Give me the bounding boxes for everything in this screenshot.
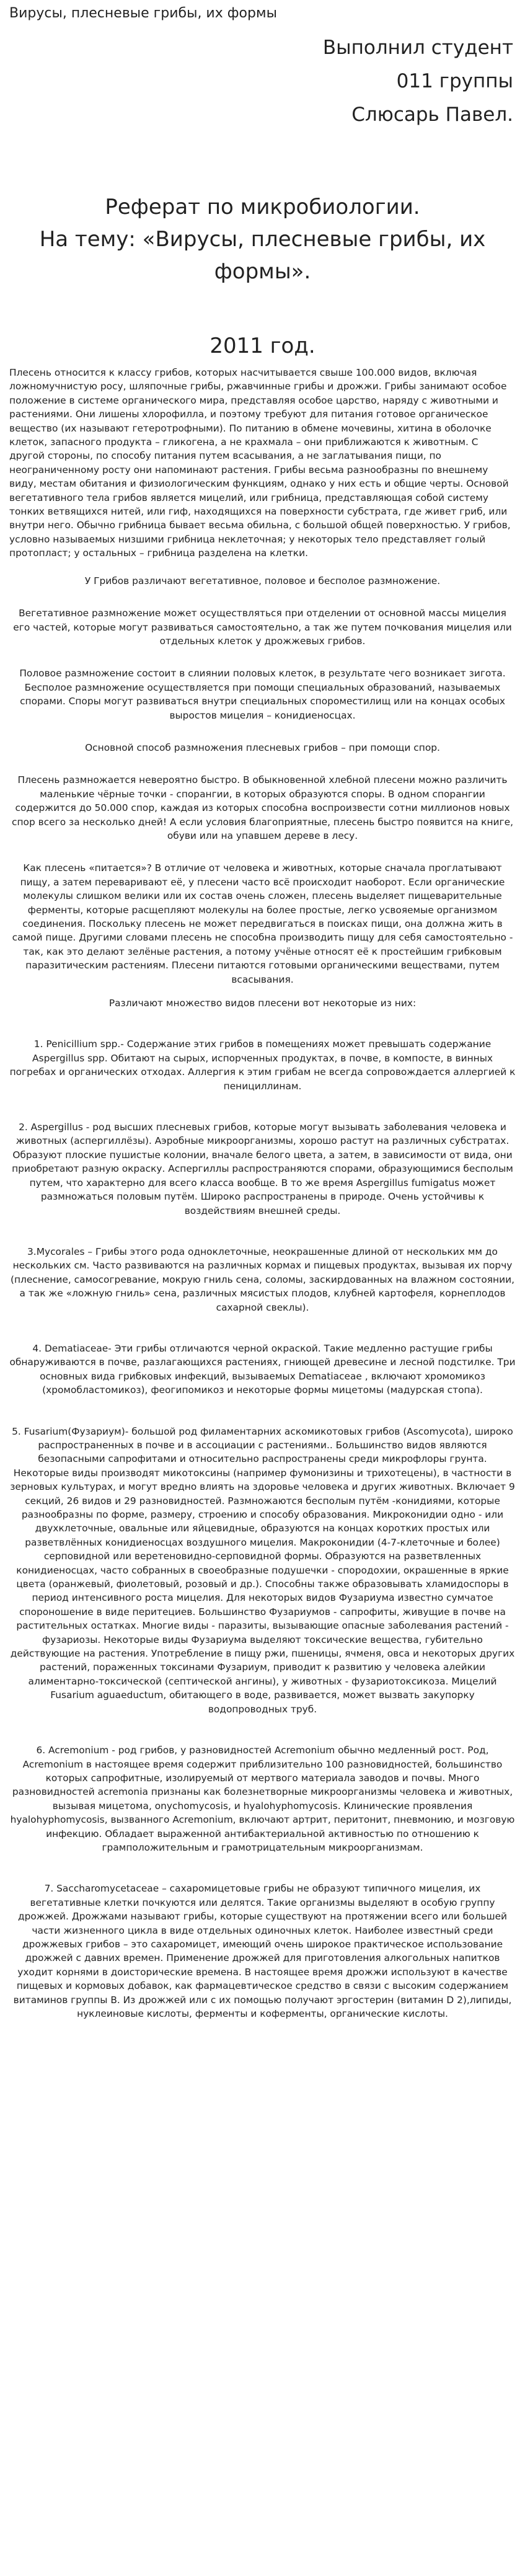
spacer — [9, 843, 516, 861]
paragraph-saccharomycetaceae: 7. Saccharomycetaceae – сахаромицетовые грибы не образуют типичного мицелия, их вегетативные клетки почкуются или делятся. Такие организмы выделяют в особую группу дрожжей. Дрожжами называют грибы, которые существуют на протяжении всего или большей части жизненного цикла в виде отдельных одиночных клеток. Наиболее известный среди дрожжевых грибов – это сахаромицет, имеющий очень широкое практическое использование дрожжей с давних времен. Применение дрожжей для приготовления алкогольных напитков уходит корнями в доисторические времена. В настоящее время дрожжи используют в качестве пищевых и кормовых добавок, как фармацевтическое средство в связи с высоким содержанием витаминов группы В. Из дрожжей или с их помощью получают эргостерин (витамин D 2),липиды, нуклеиновые кислоты, ферменты и коферменты, органические кислоты. — [13, 1883, 512, 2019]
spacer — [9, 1314, 516, 1342]
report-title: Реферат по микробиологии. — [105, 195, 420, 219]
author-line-student: Выполнил студент — [322, 37, 513, 59]
paragraph-fast-growth: Плесень размножается невероятно быстро. В обыкновенной хлебной плесени можно различить маленькие чёрные точки - спорангии, в которых образуются споры. В одном спорангии содержится до 50.000 спор, каждая из которых способна воспроизвести сотни миллионов новых спор всего за несколько дней! А если условия благоприятные, плесень быстро появится на книге, обуви или на упавшем дереве в лесу. — [12, 774, 513, 841]
paragraph-intro: Плесень относится к классу грибов, которых насчитывается свыше 100.000 видов, включая ложномучнистую росу, шляпочные грибы, ржавчинные грибы и дрожжи. Грибы занимают особое положение в системе органического мира, представляя особое царство, наряду с животными и растениями. Они лишены хлорофилла, и поэтому требуют для питания готовое органическое вещество (их называют гетеротрофными). По питанию в обмене мочевины, хитина в оболочке клеток, запасного продукта – гликогена, а не крахмала – они приближаются к животным. С другой стороны, по способу питания путем всасывания, а не заглатывания пищи, по неограниченному росту они напоминают растения. Грибы весьма разнообразны по внешнему виду, местам обитания и физиологическим функциям, однако у них есть и общие черты. Основой вегетативного тела грибов является мицелий, или грибница, представляющая собой систему тонких ветвящихся нитей, или гиф, находящихся на поверхности субстрата, где живет гриб, или внутри него. Обычно грибница бывает весьма обильна, с большой общей поверхностью. У грибов, условно называемых низшими грибница неклеточная; у некоторых тело представляет голый протопласт; у остальных – грибница разделена на клетки. — [9, 367, 511, 559]
author-line-name: Слюсарь Павел. — [351, 104, 513, 126]
spacer — [9, 722, 516, 741]
paragraph-species-intro: Различают множество видов плесени вот некоторые из них: — [108, 998, 417, 1009]
spacer — [9, 1010, 516, 1037]
author-line-group: 011 группы — [396, 70, 513, 92]
paragraph-aspergillus: 2. Aspergillus - род высших плесневых грибов, которые могут вызывать заболевания человека и животных (аспергиллёзы). Аэробные микроорганизмы, хорошо растут на различных субстратах. Образуют плоские пушистые колонии, вначале белого цвета, а затем, в зависимости от вида, они приобретают разную окраску. Аспергиллы распространяются спорами, образующимися бесполым путем, что характерно для всего класса вообще. В то же время Aspergillus fumigatus может размножаться половым путём. Широко распространены в природе. Очень устойчивы к воздействиям внешней среды. — [12, 1122, 513, 1216]
spacer — [9, 1218, 516, 1245]
spacer — [9, 1854, 516, 1882]
paragraph-sexual: Половое размножение состоит в слиянии половых клеток, в результате чего возникает зигота. Бесполое размножение осуществляется при помощи специальных образований, называемых спорами. Споры могут развиваться внутри специальных спороместилищ или на концах особых выростов мицелия – конидиеносцах. — [19, 668, 506, 721]
document-header-title: Вирусы, плесневые грибы, их формы — [9, 6, 277, 21]
paragraph-reproduction-types: У Грибов различают вегетативное, половое и бесполое размножение. — [84, 575, 441, 586]
paragraph-penicillium: 1. Penicillium spp.- Содержание этих грибов в помещениях может превышать содержание Aspergillus spp. Обитают на сырых, испорченных продуктах, в почве, в компосте, в винных погребах и органических отходах. Аллергия к этим грибам не всегда сопровождается аллергией к пенициллинам. — [9, 1038, 516, 1092]
report-title-block — [9, 191, 516, 288]
spacer — [9, 560, 516, 574]
paragraph-mycorales: 3.Mycorales – Грибы этого рода одноклеточные, неокрашенные длиной от нескольких мм до нескольких см. Часто развиваются на различных кормах и пищевых продуктах, вызывая их порчу (плеснение, самосогревание, мокрую гниль сена, соломы, заскирдованных на влажном состоянии, а так же «ложную гниль» сена, различных мясистых плодов, клубней картофеля, корнеплодов сахарной свеклы). — [10, 1246, 514, 1313]
paragraph-dematiaceae: 4. Dematiaceae- Эти грибы отличаются черной окраской. Такие медленно растущие грибы обнаруживаются в почве, разлагающихся растениях, гниющей древесине и лесной подстилке. Три основных вида грибковых инфекций, вызываемых Dematiaceae , включают хромомикоз (хромобластомикоз), феогипомикоз и некоторые формы мицетомы (мадурская стопа). — [9, 1342, 516, 1396]
paragraph-main-method: Основной способ размножения плесневых грибов – при помощи спор. — [85, 741, 440, 753]
spacer — [9, 986, 516, 996]
report-year: 2011 год. — [210, 334, 315, 358]
author-block — [9, 31, 516, 131]
spacer — [9, 1397, 516, 1425]
spacer — [9, 755, 516, 773]
paragraph-acremonium: 6. Acremonium - род грибов, у разновидностей Acremonium обычно медленный рост. Род, Acremonium в настоящее время содержит приблизительно 100 разновидностей, большинство которых сапрофитные, изолируемый от мертвого материала заводов и почвы. Много разновидностей acremonia признаны как болезнетворные микроорганизмы человека и животных, вызывая мицетома, onychomycosis, и hyalohyphomycosis. Клинические проявления hyalohyphomycosis, вызванного Acremonium, включают артрит, перитонит, пневмонию, и мозговую инфекцию. Обладает выраженной антибактериальной активностью по отношению к грамположительным и грамотрицательным микроорганизмам. — [10, 1745, 515, 1853]
report-topic: На тему: «Вирусы, плесневые грибы, их формы». — [39, 227, 486, 284]
spacer — [9, 648, 516, 666]
paragraph-vegetative: Вегетативное размножение может осуществляться при отделении от основной массы мицелия его частей, которые могут развиваться самостоятельно, а так же путем почкования мицелия или отдельных клеток у дрожжевых грибов. — [13, 608, 512, 647]
paragraph-fusarium: 5. Fusarium(Фузариум)- большой род филаментарних аскомикотовых грибов (Ascomycota), широко распространенных в почве и в ассоциации с растениями.. Большинство видов являются безопасными сапрофитами и относительно распространены среди микрофлоры грунта. Некоторые виды производят микотоксины (например фумонизины и трихотецены), в частности в зерновых культурах, и могут вредно влиять на здоровье человека и других животных. Включает 9 секций, 26 видов и 29 разновидностей. Размножаются бесполым путём -конидиями, которые разнообразны по форме, размеру, строению и способу образования. Микроконидии одно - или двухклеточные, овальные или яйцевидные, образуются на концах коротких простых или разветвлённых конидиеносцах воздушного мицелия. Макроконидии (4-7-клеточные и более) серповидной или веретеновидно-серповидной формы. Образуются на разветвленных конидиеносцах, часто собранных в своеобразные подушечки - спородохии, окрашенные в яркие цвета (оранжевый, фиолетовый, розовый и др.). Способны также образовывать хламидоспоры в период интенсивного роста мицелия. Для некоторых видов Фузариума известно сумчатое спороношение в виде перитециев. Большинство Фузариумов - сапрофиты, живущие в почве на растительных остатках. Многие виды - паразиты, вызывающие опасные заболевания растений - фузариозы. Некоторые виды Фузариума выделяют токсические вещества, губительно действующие на растения. Употребление в пищу ржи, пшеницы, ячменя, овса и некоторых других растений, пораженных токсинами Фузариум, приводит к развитию у человека алейкии алиментарно-токсической (септической ангины), у животных - фузариотоксикоза. Мицелий Fusarium aguaeductum, обитающего в воде, развивается, может вызвать закупорку водопроводных труб. — [10, 1425, 515, 1715]
paragraph-feeding: Как плесень «питается»? В отличие от человека и животных, которые сначала проглатывают пищу, а затем переваривают её, у плесени часто всё происходит наоборот. Если органические молекулы слишком велики или их состав очень сложен, плесень выделяет пищеварительные ферменты, которые расщепляют молекулы на более простые, легко усвояемые организмом соединения. Поскольку плесень не может передвигаться в поисках пищи, она должна жить в самой пище. Другими словами плесень не способна производить пищу для себя самостоятельно - так, как это делают зелёные растения, а потому учёные относят её к простейшим грибковым паразитическим растениям. Плесени питаются готовыми органическими веществами, путем всасывания. — [12, 862, 513, 985]
spacer — [9, 588, 516, 606]
spacer — [9, 1716, 516, 1743]
spacer — [9, 1093, 516, 1120]
